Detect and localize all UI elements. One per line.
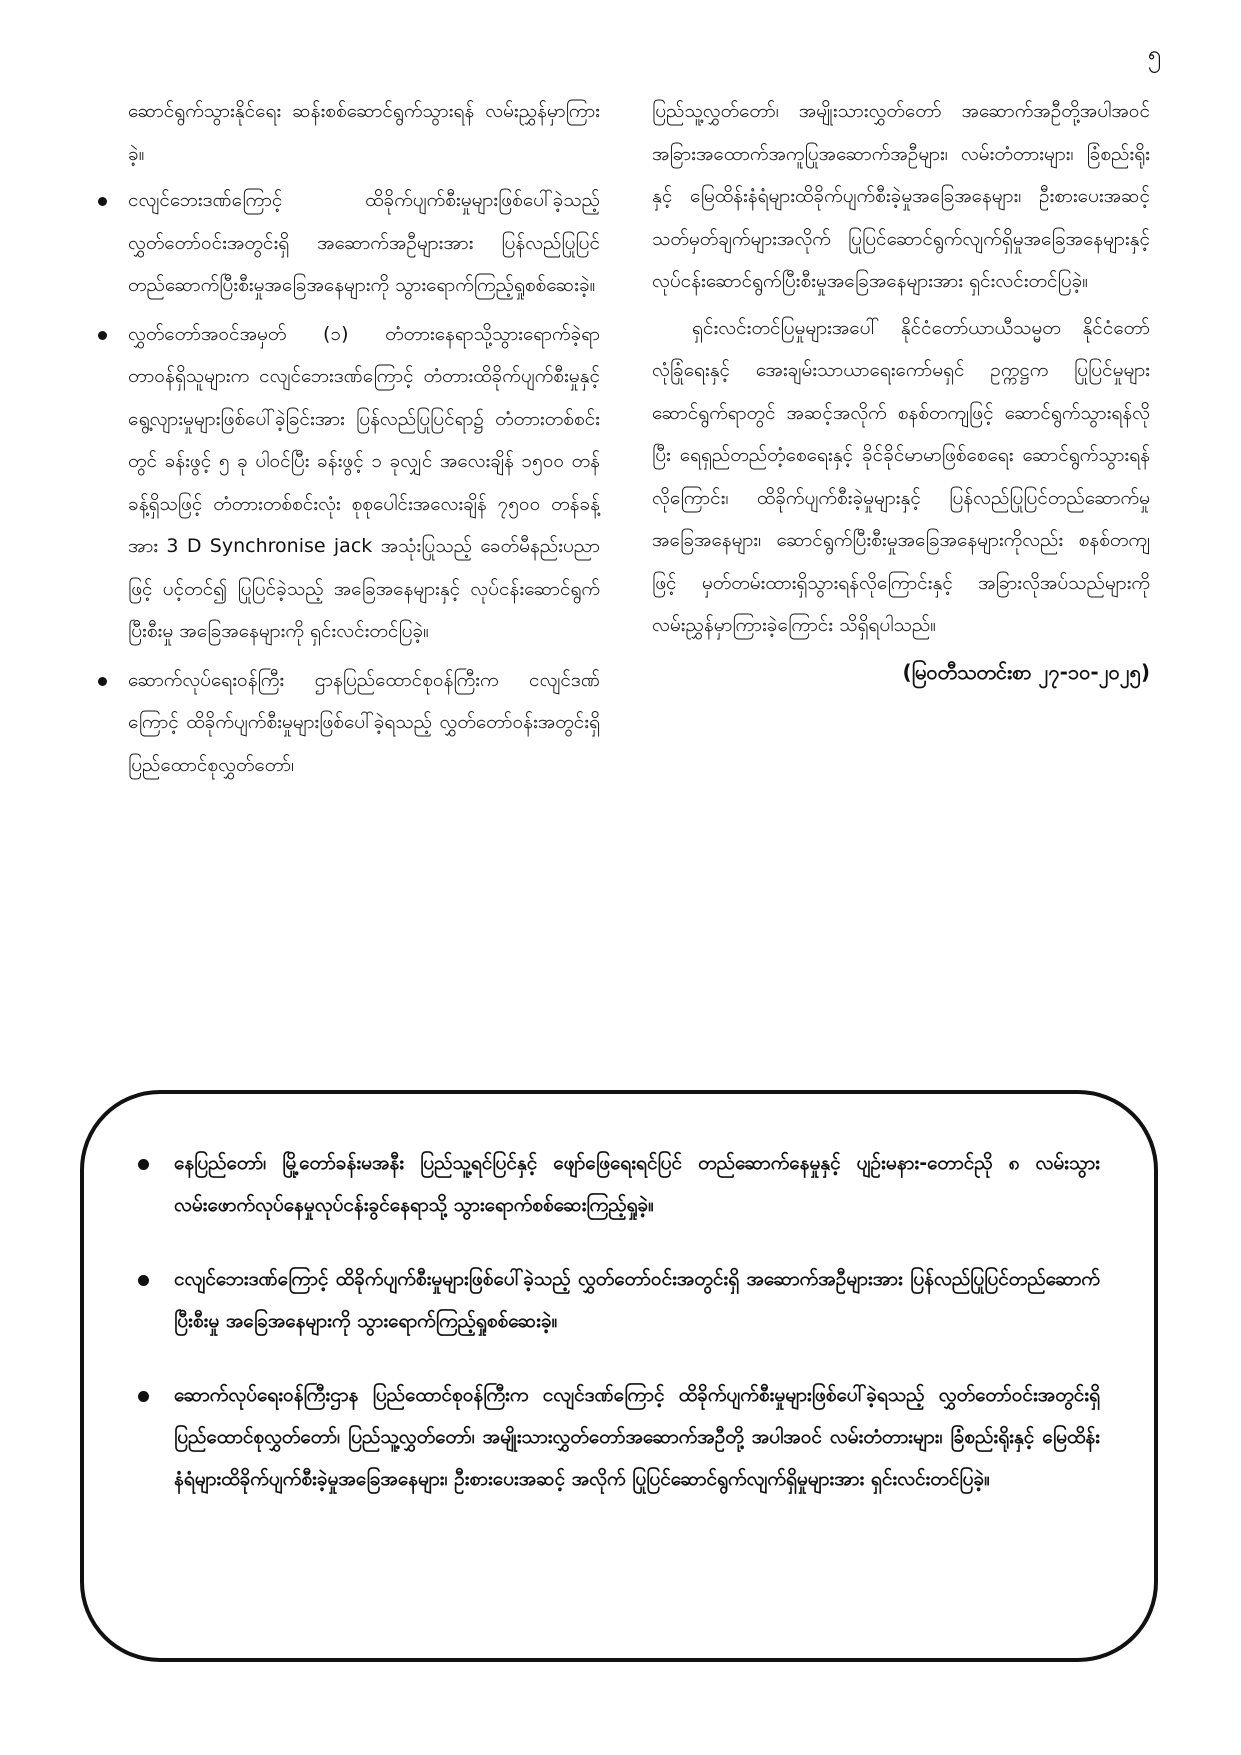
page-number: ၅ bbox=[1147, 40, 1161, 68]
right-column bbox=[652, 90, 1150, 697]
closing-paragraph: ရှင်းလင်းတင်ပြမှုများအပေါ် နိုင်ငံတော်ယာယီသမ္မတ နိုင်ငံတော်လုံခြုံရေးနှင့် အေးချမ်းသာယာရေးကော်မရှင် ဥက္ကဋ္ဌက ပြုပြင်မှုများ ဆောင်ရွက်ရာတွင် အဆင့်အလိုက် စနစ်တကျဖြင့် ဆောင်ရွက်သွားရန်လိုပြီး ရေရှည်တည်တံ့စေရေးနှင့် ခိုင်ခိုင်မာမာဖြစ်စေရေး ဆောင်ရွက်သွားရန် လိုကြောင်း၊ ထိခိုက်ပျက်စီးခဲ့မှုများနှင့် ပြန်လည်ပြုပြင်တည်ဆောက်မှုအခြေအနေများ၊ ဆောင်ရွက်ပြီးစီးမှုအခြေအနေများကိုလည်း စနစ်တကျဖြင့် မှတ်တမ်းထားရှိသွားရန်လိုကြောင်းနှင့် အခြားလိုအပ်သည်များကို လမ်းညွှန်မှာကြားခဲ့ကြောင်း သိရှိရပါသည်။ bbox=[652, 316, 1150, 636]
article-body bbox=[92, 90, 1150, 1050]
summary-box bbox=[80, 1090, 1158, 1662]
left-column bbox=[92, 90, 600, 792]
left-bullet-list bbox=[92, 179, 600, 786]
bullet-item: ငလျင်ဘေးဒဏ်ကြောင့် ထိခိုက်ပျက်စီးမှုများဖြစ်ပေါ်ခဲ့သည့် လွှတ်တော်ဝင်းအတွင်းရှိ အဆောက်အဦများအား ပြန်လည်ပြုပြင်တည်ဆောက်ပြီးစီးမှုအခြေအနေများကို သွားရောက်ကြည့်ရှုစစ်ဆေးခဲ့။ bbox=[92, 179, 600, 307]
left-continuation-text: ဆောင်ရွက်သွားနိုင်ရေး ဆန်းစစ်ဆောင်ရွက်သွားရန် လမ်းညွှန်မှာကြားခဲ့။ bbox=[128, 100, 600, 165]
source-citation: (မြဝတီသတင်းစာ ၂၇-၁၀-၂၀၂၅) bbox=[902, 659, 1150, 684]
summary-item: ငလျင်ဘေးဒဏ်ကြောင့် ထိခိုက်ပျက်စီးမှုများဖြစ်ပေါ်ခဲ့သည့် လွှတ်တော်ဝင်းအတွင်းရှိ အဆောက်အဦများအား ပြန်လည်ပြုပြင်တည်ဆောက်ပြီးစီးမှု အခြေအနေများကို သွားရောက်ကြည့်ရှုစစ်ဆေးခဲ့။ bbox=[134, 1258, 1100, 1342]
summary-item: ဆောက်လုပ်ရေးဝန်ကြီးဌာန ပြည်ထောင်စုဝန်ကြီးက ငလျင်ဒဏ်ကြောင့် ထိခိုက်ပျက်စီးမှုများဖြစ်ပေါ်ခဲ့ရသည့် လွှတ်တော်ဝင်းအတွင်းရှိ ပြည်ထောင်စုလွှတ်တော်၊ ပြည်သူ့လွှတ်တော်၊ အမျိုးသားလွှတ်တော်အဆောက်အဦတို့ အပါအဝင် လမ်းတံတားများ၊ ခြံစည်းရိုးနှင့် မြေထိန်းနံရံများထိခိုက်ပျက်စီးခဲ့မှုအခြေအနေများ၊ ဦးစားပေးအဆင့် အလိုက် ပြုပြင်ဆောင်ရွက်လျက်ရှိမှုများအား ရှင်းလင်းတင်ပြခဲ့။ bbox=[134, 1374, 1100, 1500]
right-continuation-text: ပြည်သူ့လွှတ်တော်၊ အမျိုးသားလွှတ်တော် အဆောက်အဦတို့အပါအဝင် အခြားအထောက်အကူပြုအဆောက်အဦများ၊ လမ်းတံတားများ၊ ခြံစည်းရိုးနှင့် မြေထိန်းနံရံများထိခိုက်ပျက်စီးခဲ့မှုအခြေအနေများ၊ ဦးစားပေးအဆင့်သတ်မှတ်ချက်များအလိုက် ပြုပြင်ဆောင်ရွက်လျက်ရှိမှုအခြေအနေများနှင့် လုပ်ငန်းဆောင်ရွက်ပြီးစီးမှုအခြေအနေများအား ရှင်းလင်းတင်ပြခဲ့။ bbox=[652, 100, 1150, 292]
bullet-item: ဆောက်လုပ်ရေးဝန်ကြီး ဌာနပြည်ထောင်စုဝန်ကြီးက ငလျင်ဒဏ်ကြောင့် ထိခိုက်ပျက်စီးမှုများဖြစ်ပေါ်ခဲ့ရသည့် လွှတ်တော်ဝန်းအတွင်းရှိ ပြည်ထောင်စုလွှတ်တော်၊ bbox=[92, 659, 600, 787]
summary-list bbox=[134, 1142, 1100, 1500]
bullet-item: လွှတ်တော်အဝင်အမှတ် (၁) တံတားနေရာသို့သွားရောက်ခဲ့ရာ တာဝန်ရှိသူများက ငလျင်ဘေးဒဏ်ကြောင့် တံတားထိခိုက်ပျက်စီးမှုနှင့် ရွေ့လျားမှုများဖြစ်ပေါ်ခဲ့ခြင်းအား ပြန်လည်ပြုပြင်ရာ၌ တံတားတစ်စင်းတွင် ခန်းဖွင့် ၅ ခု ပါဝင်ပြီး ခန်းဖွင့် ၁ ခုလျှင် အလေးချိန် ၁၅၀၀ တန် ခန့်ရှိသဖြင့် တံတားတစ်စင်းလုံး စုစုပေါင်းအလေးချိန် ၇၅၀၀ တန်ခန့်အား 3 D Synchronise jack အသုံးပြုသည့် ခေတ်မီနည်းပညာဖြင့် ပင့်တင်၍ ပြုပြင်ခဲ့သည့် အခြေအနေများနှင့် လုပ်ငန်းဆောင်ရွက်ပြီးစီးမှု အခြေအနေများကို ရှင်းလင်းတင်ပြခဲ့။ bbox=[92, 313, 600, 653]
summary-item: နေပြည်တော်၊ မြို့တော်ခန်းမအနီး ပြည်သူ့ရင်ပြင်နှင့် ဖျော်ဖြေရေးရင်ပြင် တည်ဆောက်နေမှုနှင့် ပျဉ်းမနား-တောင်ညို ၈ လမ်းသွားလမ်းဖောက်လုပ်နေမှုလုပ်ငန်းခွင်နေရာသို့ သွားရောက်စစ်ဆေးကြည့်ရှုခဲ့။ bbox=[134, 1142, 1100, 1226]
